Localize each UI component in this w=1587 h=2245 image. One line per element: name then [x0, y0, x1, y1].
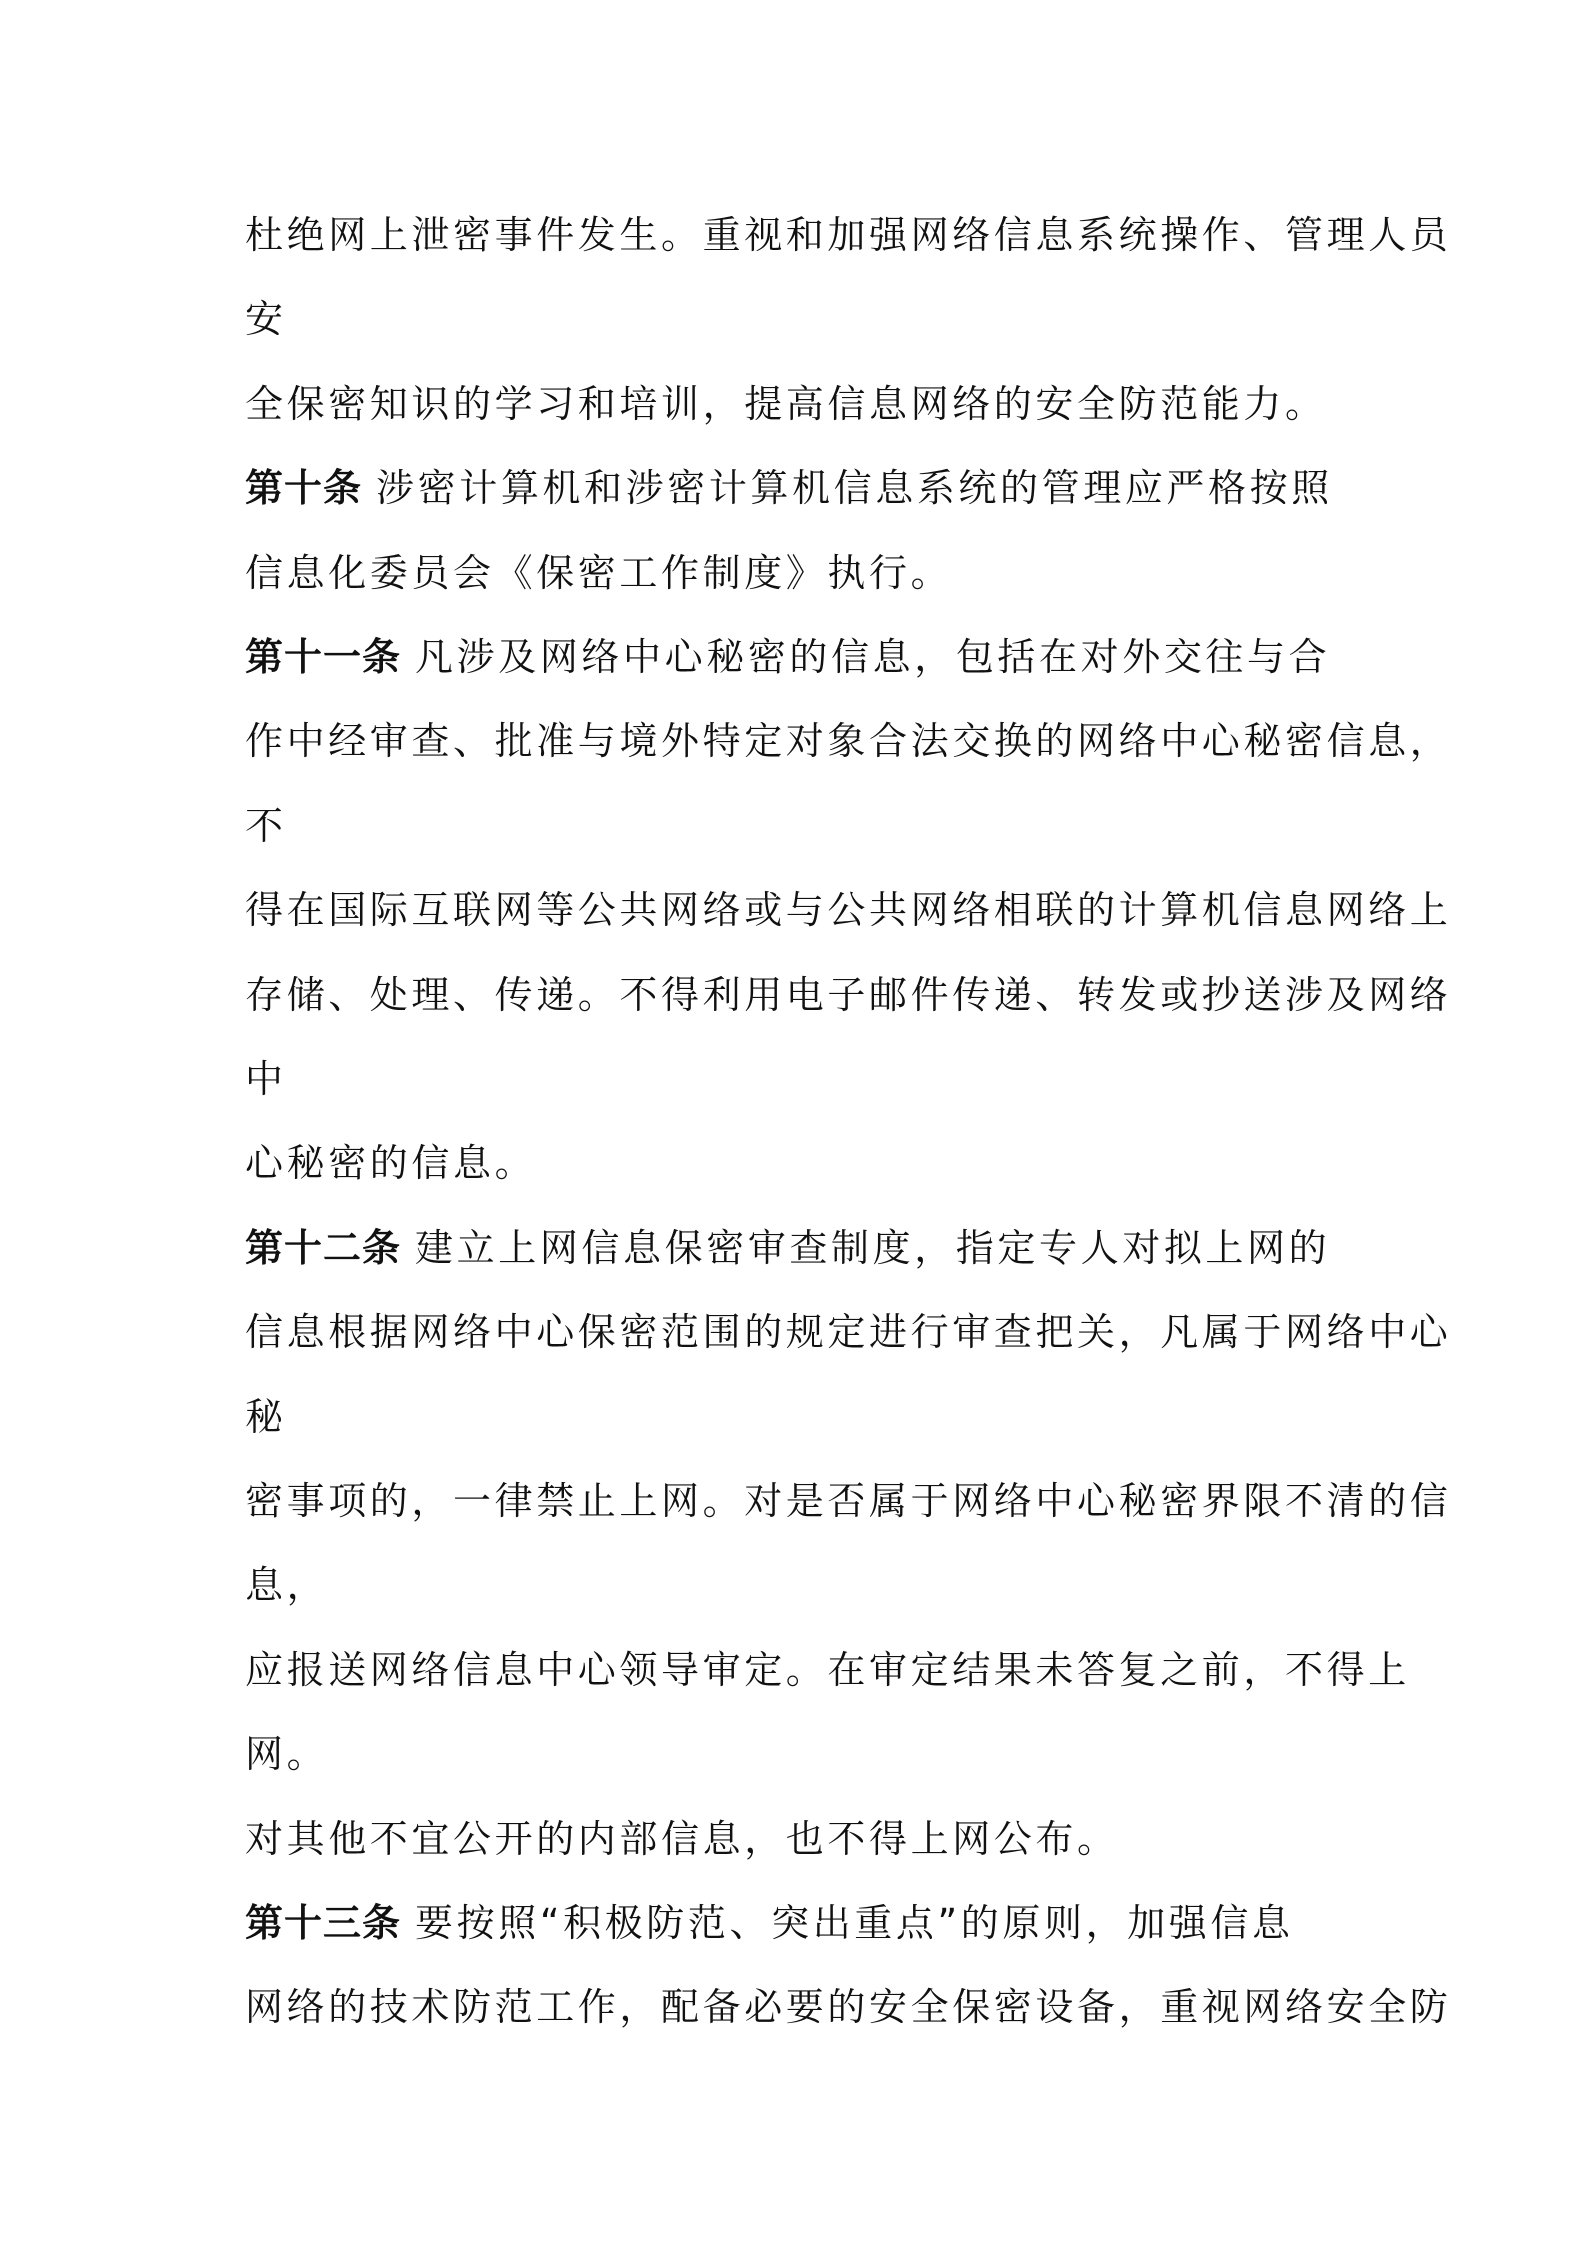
line-text: 全保密知识的学习和培训，提高信息网络的安全防范能力。	[245, 381, 1327, 426]
line-text: 涉密计算机和涉密计算机信息系统的管理应严格按照	[376, 466, 1333, 511]
line-text: 安	[245, 297, 287, 342]
line-text: 不	[245, 803, 287, 848]
line-text: 信息化委员会《保密工作制度》执行。	[245, 550, 953, 595]
text-line	[245, 1392, 287, 1442]
line-text: 中	[245, 1057, 287, 1101]
text-line	[245, 548, 952, 598]
text-line	[245, 1814, 1119, 1864]
text-line	[245, 1982, 1451, 2032]
text-line	[245, 1138, 536, 1188]
text-line	[245, 379, 1327, 429]
article-heading-line	[245, 1223, 1330, 1273]
line-text: 存储、处理、传递。不得利用电子邮件传递、转发或抄送涉及网络	[245, 972, 1452, 1017]
text-line	[245, 885, 1451, 935]
line-text: 网。	[245, 1732, 329, 1777]
text-line	[245, 294, 287, 344]
line-text: 密事项的，一律禁止上网。对是否属于网络中心秘密界限不清的信	[245, 1479, 1452, 1523]
text-line	[245, 1307, 1451, 1357]
line-text: 对其他不宜公开的内部信息，也不得上网公布。	[245, 1816, 1119, 1861]
text-line	[245, 716, 1451, 766]
line-text: 凡涉及网络中心秘密的信息，包括在对外交往与合	[415, 635, 1331, 679]
text-line	[245, 801, 287, 851]
line-text: 秘	[245, 1394, 287, 1439]
text-line	[245, 970, 1451, 1020]
line-text: 信息根据网络中心保密范围的规定进行审查把关，凡属于网络中心	[245, 1310, 1452, 1355]
article-heading-line	[245, 463, 1333, 513]
line-text: 建立上网信息保密审查制度，指定专人对拟上网的	[415, 1225, 1331, 1270]
text-line	[245, 1054, 287, 1104]
article-number: 第十条	[245, 466, 363, 511]
line-text: 应报送网络信息中心领导审定。在审定结果未答复之前，不得上	[245, 1647, 1410, 1692]
text-line	[245, 210, 1451, 260]
line-text: 息，	[245, 1563, 329, 1608]
text-line	[245, 1560, 328, 1610]
line-text: 要按照“积极防范、突出重点”的原则，加强信息	[415, 1901, 1294, 1945]
line-text: 心秘密的信息。	[245, 1141, 537, 1186]
article-heading-line	[245, 1898, 1294, 1948]
article-heading-line	[245, 632, 1330, 682]
line-text: 网络的技术防范工作，配备必要的安全保密设备，重视网络安全防	[245, 1985, 1452, 2030]
text-line	[245, 1729, 328, 1779]
article-number: 第十三条	[245, 1901, 402, 1945]
text-line	[245, 1645, 1410, 1695]
article-number: 第十二条	[245, 1225, 402, 1270]
article-number: 第十一条	[245, 635, 402, 679]
line-text: 得在国际互联网等公共网络或与公共网络相联的计算机信息网络上	[245, 888, 1452, 933]
line-text: 作中经审查、批准与境外特定对象合法交换的网络中心秘密信息，	[245, 719, 1452, 764]
text-line	[245, 1476, 1451, 1526]
line-text: 杜绝网上泄密事件发生。重视和加强网络信息系统操作、管理人员	[245, 213, 1452, 257]
